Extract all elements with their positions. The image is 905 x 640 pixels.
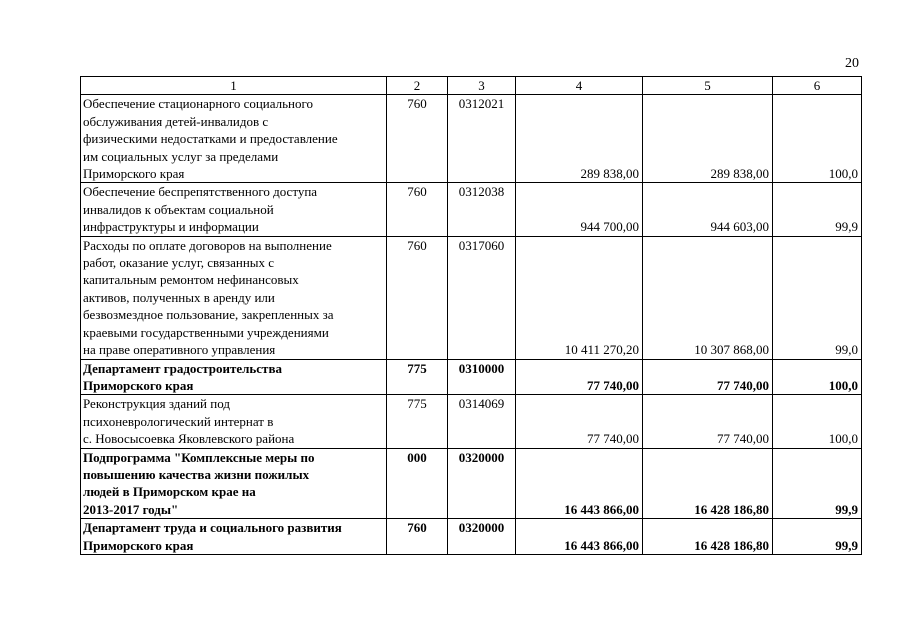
row-code-cell: 775 [387,395,448,448]
row-name-line: активов, полученных в аренду или [83,289,275,305]
row-name-line: безвозмездное пользование, закрепленных за [83,307,334,323]
row-code-cell: 760 [387,519,448,555]
row-name-line: 2013-2017 годы" [83,501,179,517]
row-planned-cell: 77 740,00 [516,359,643,395]
table-row [81,395,862,448]
row-name-cell [81,448,387,519]
row-name-cell [81,95,387,183]
row-code-cell: 775 [387,359,448,395]
table-row [81,448,862,519]
header-col-5: 5 [643,77,773,95]
row-planned-cell: 10 411 270,20 [516,236,643,359]
table-row [81,359,862,395]
row-name-line: инвалидов к объектам социальной [83,201,274,217]
table-body [81,95,862,555]
row-planned-cell: 289 838,00 [516,95,643,183]
table-row [81,519,862,555]
row-name-line: на праве оперативного управления [83,342,276,358]
header-col-6: 6 [773,77,862,95]
row-name-cell [81,236,387,359]
header-col-3: 3 [448,77,516,95]
row-item-cell: 0317060 [448,236,516,359]
row-executed-cell: 10 307 868,00 [643,236,773,359]
row-executed-cell: 944 603,00 [643,183,773,236]
row-name-line: с. Новосысоевка Яковлевского района [83,431,295,447]
row-name-line: Приморского края [83,537,194,553]
row-name-line: физическими недостатками и предоставление [83,131,338,147]
row-name-line: инфраструктуры и информации [83,219,259,235]
row-name-line: Реконструкция зданий под [83,396,230,412]
row-percent-cell: 100,0 [773,95,862,183]
row-name-line: Департамент градостроительства [83,360,282,376]
budget-table [80,76,862,555]
page-number: 20 [845,56,859,71]
row-code-cell: 760 [387,183,448,236]
row-percent-cell: 100,0 [773,395,862,448]
row-name-line: краевыми государственными учреждениями [83,324,329,340]
row-name-line: им социальных услуг за пределами [83,148,279,164]
row-percent-cell: 99,9 [773,448,862,519]
header-row [81,77,862,95]
row-name-line: Расходы по оплате договоров на выполнение [83,237,332,253]
row-planned-cell: 944 700,00 [516,183,643,236]
row-item-cell: 0312021 [448,95,516,183]
row-code-cell: 760 [387,236,448,359]
row-name-line: обслуживания детей-инвалидов с [83,113,269,129]
header-col-1: 1 [81,77,387,95]
row-item-cell: 0320000 [448,519,516,555]
row-planned-cell: 77 740,00 [516,395,643,448]
row-executed-cell: 77 740,00 [643,395,773,448]
row-name-line: психоневрологический интернат в [83,413,274,429]
row-item-cell: 0320000 [448,448,516,519]
row-name-cell [81,519,387,555]
row-name-line: капитальным ремонтом нефинансовых [83,272,299,288]
row-percent-cell: 99,9 [773,519,862,555]
row-name-line: Приморского края [83,377,194,393]
row-percent-cell: 100,0 [773,359,862,395]
row-item-cell: 0310000 [448,359,516,395]
header-col-4: 4 [516,77,643,95]
row-name-line: людей в Приморском крае на [83,484,256,500]
row-name-line: Обеспечение стационарного социального [83,96,314,112]
table-row [81,95,862,183]
row-planned-cell: 16 443 866,00 [516,448,643,519]
row-name-cell [81,359,387,395]
row-executed-cell: 289 838,00 [643,95,773,183]
row-name-line: работ, оказание услуг, связанных с [83,255,275,271]
row-code-cell: 000 [387,448,448,519]
row-name-line: Подпрограмма "Комплексные меры по [83,449,315,465]
row-name-line: Приморского края [83,166,185,182]
row-code-cell: 760 [387,95,448,183]
header-col-2: 2 [387,77,448,95]
row-item-cell: 0314069 [448,395,516,448]
row-executed-cell: 16 428 186,80 [643,448,773,519]
row-percent-cell: 99,0 [773,236,862,359]
table-row [81,236,862,359]
row-percent-cell: 99,9 [773,183,862,236]
row-executed-cell: 16 428 186,80 [643,519,773,555]
row-planned-cell: 16 443 866,00 [516,519,643,555]
row-name-line: повышению качества жизни пожилых [83,466,310,482]
row-name-line: Обеспечение беспрепятственного доступа [83,184,318,200]
row-name-cell [81,395,387,448]
row-executed-cell: 77 740,00 [643,359,773,395]
row-item-cell: 0312038 [448,183,516,236]
table-row [81,183,862,236]
row-name-cell [81,183,387,236]
row-name-line: Департамент труда и социального развития [83,520,342,536]
